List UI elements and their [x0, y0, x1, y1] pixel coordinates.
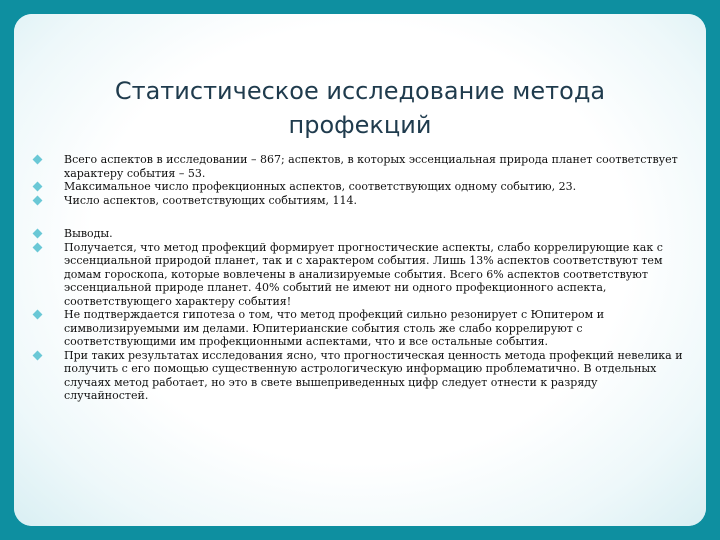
- bullet-list-conclusions: [34, 227, 684, 403]
- bullet-text: Число аспектов, соответствующих событиям, 114.: [64, 193, 358, 207]
- list-item: [34, 308, 684, 349]
- diamond-bullet-icon: [33, 229, 43, 239]
- diamond-bullet-icon: [33, 155, 43, 165]
- slide-title: Статистическое исследование метода профекций: [114, 77, 606, 139]
- bullet-text: Всего аспектов в исследовании – 867; аспектов, в которых эссенциальная природа планет соответствует характеру события – 53.: [64, 153, 678, 180]
- diamond-bullet-icon: [33, 350, 43, 360]
- bullet-text: Получается, что метод профекций формирует прогностические аспекты, слабо коррелирующие как с эссенциальной природой планет, так и с характером события. Лишь 13% аспектов соответствуют тем домам гороскопа, которые вовлечены в анализируемые события. Всего 6% аспектов соответствуют эссенциальной природе планет. 40% событий не имеют ни одного профекционного аспекта, соответствующего характеру события!: [64, 240, 663, 308]
- list-item: [34, 227, 684, 241]
- bullet-text: Выводы.: [64, 227, 113, 240]
- list-item: [34, 349, 684, 403]
- bullet-list-stats: [34, 153, 684, 207]
- diamond-bullet-icon: [33, 310, 43, 320]
- bullet-text: При таких результатах исследования ясно, что прогностическая ценность метода профекций невелика и получить с его помощью существенную астрологическую информацию проблематично. В отдельных случаях метод работает, но это в свете вышеприведенных цифр следует отнести к разряду случайностей.: [64, 348, 683, 402]
- list-item: [34, 153, 684, 180]
- diamond-bullet-icon: [33, 182, 43, 192]
- diamond-bullet-icon: [33, 242, 43, 252]
- bullet-text: Максимальное число профекционных аспектов, соответствующих одному событию, 23.: [64, 180, 577, 193]
- slide-content: [34, 153, 684, 403]
- slide-body: [14, 14, 706, 526]
- list-item: [34, 241, 684, 309]
- diamond-bullet-icon: [33, 195, 43, 205]
- list-item: [34, 180, 684, 194]
- bullet-text: Не подтверждается гипотеза о том, что метод профекций сильно резонирует с Юпитером и символизируемыми им делами. Юпитерианские события столь же слабо коррелируют с соответствующими им профекционными аспектами, что и все остальные события.: [64, 308, 605, 348]
- list-item: [34, 194, 684, 208]
